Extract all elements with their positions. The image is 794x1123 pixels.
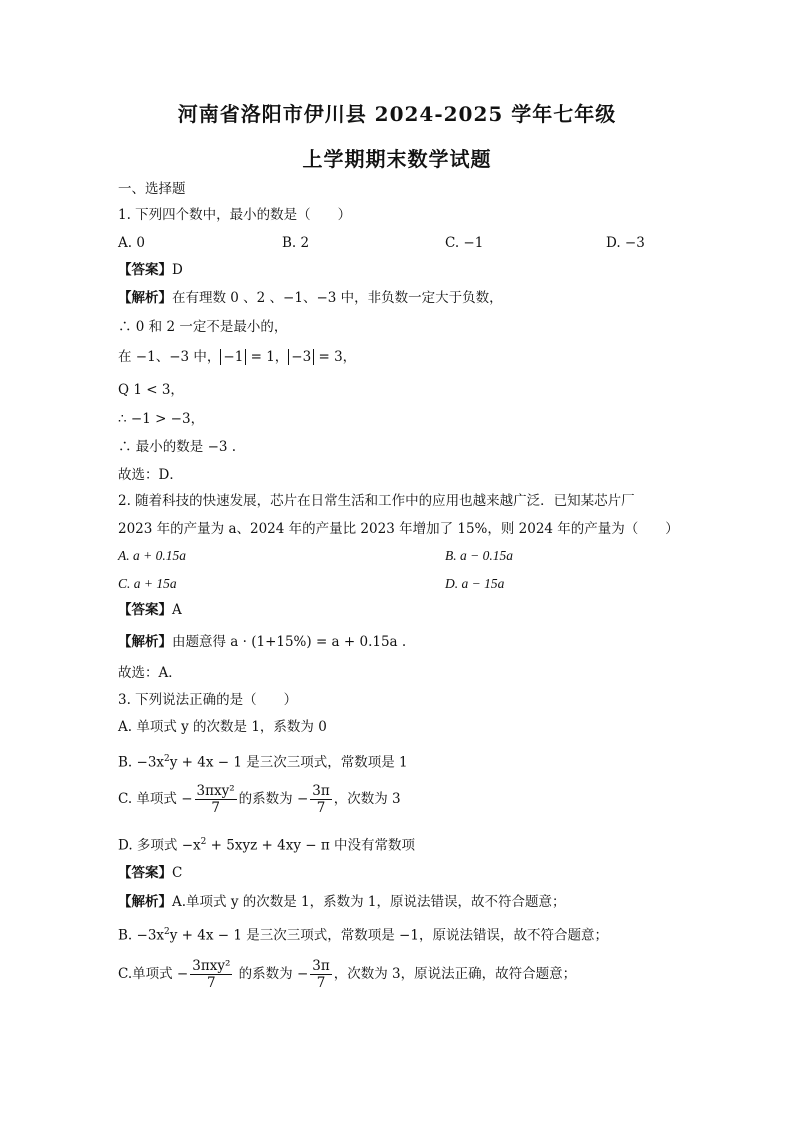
analysis-text: C.单项式 − (118, 966, 189, 982)
q2-option-c: C. a + 15a (118, 576, 177, 591)
analysis-tag: 【解析】 (118, 634, 172, 650)
q2-choose: 故选：A． (118, 665, 182, 681)
analysis-tag: 【解析】 (118, 894, 172, 910)
exponent: 2 (164, 754, 170, 764)
fraction (195, 783, 237, 816)
denominator: 7 (316, 800, 326, 816)
denominator: 7 (211, 800, 220, 816)
q1-answer (118, 261, 183, 279)
denominator: 7 (207, 975, 216, 991)
option-text: B. −3x (118, 754, 165, 771)
q2-analysis (118, 633, 406, 651)
analysis-text: B. −3x (118, 927, 165, 944)
analysis-text: 由题意得 a · (1+15%) = a + 0.15a . (172, 634, 407, 650)
q3-analysis-a (118, 893, 566, 911)
q3-option-d (118, 833, 415, 855)
option-text: D. 多项式 −x (118, 837, 201, 854)
q1-option-a: A. 0 (118, 235, 145, 251)
exponent: 2 (200, 837, 207, 847)
answer-tag: 【答案】 (118, 262, 172, 278)
analysis-tag: 【解析】 (118, 290, 172, 306)
q2-option-a: A. a + 0.15a (118, 548, 186, 563)
q3-analysis-c (118, 958, 576, 991)
q2-option-d: D. a − 15a (445, 576, 505, 591)
q3-stem: 3. 下列说法正确的是（ ） (118, 692, 298, 708)
fraction (190, 958, 232, 991)
answer-value: D (172, 262, 183, 278)
q1-analysis-2: ∴ 0 和 2 一定不是最小的， (118, 319, 288, 335)
q1-analysis-1 (118, 289, 503, 307)
denominator: 7 (316, 975, 326, 991)
answer-value: A (172, 602, 182, 618)
numerator: 3π (312, 958, 330, 974)
analysis-text: y + 4x − 1 是三次三项式，常数项是 −1，原说法错误，故不符合题意； (169, 927, 608, 944)
q2-option-b: B. a − 0.15a (445, 548, 513, 563)
q1-stem: 1. 下列四个数中，最小的数是（ ） (118, 207, 352, 223)
numerator: 3πxy² (196, 783, 235, 799)
analysis-text: 的系数为 − (234, 966, 309, 982)
q3-answer (118, 864, 182, 882)
answer-tag: 【答案】 (118, 865, 172, 881)
analysis-text: 在有理数 0 、2 、−1、−3 中，非负数一定大于负数， (172, 290, 503, 306)
q3-option-c (118, 783, 401, 816)
analysis-text: 在 −1、−3 中， (118, 349, 221, 365)
q1-choose: 故选：D． (118, 467, 183, 483)
option-text: + 5xyz + 4xy − π 中没有常数项 (206, 837, 416, 854)
numerator: 3π (312, 783, 330, 799)
q1-option-c: C. −1 (445, 235, 484, 251)
absolute-value: −1 (220, 349, 246, 365)
q1-analysis-4: Q 1 < 3， (118, 382, 184, 398)
option-text: C. 单项式 − (118, 791, 193, 807)
analysis-text: A.单项式 y 的次数是 1，系数为 1，原说法错误，故不符合题意； (172, 894, 566, 910)
q1-analysis-3 (118, 348, 356, 366)
q1-analysis-5: ∴ −1 > −3， (118, 411, 205, 427)
option-text: 的系数为 − (238, 791, 309, 807)
option-text: y + 4x − 1 是三次三项式，常数项是 1 (169, 754, 408, 771)
exponent: 2 (164, 927, 170, 937)
fraction (310, 958, 331, 991)
q3-analysis-b (118, 923, 608, 945)
q2-answer (118, 601, 182, 619)
analysis-text: = 3， (314, 349, 357, 365)
answer-tag: 【答案】 (118, 602, 172, 618)
section-heading: 一、选择题 (118, 181, 186, 197)
answer-value: C (172, 865, 183, 881)
q1-analysis-6: ∴ 最小的数是 −3 . (118, 439, 237, 455)
absolute-value: −3 (288, 349, 314, 365)
title-line-1: 河南省洛阳市伊川县 2024-2025 学年七年级 (177, 102, 617, 126)
fraction (310, 783, 331, 816)
q1-option-b: B. 2 (282, 235, 310, 251)
q2-stem-2: 2023 年的产量为 a、2024 年的产量比 2023 年增加了 15%，则 2024 年的产量为（ ） (118, 521, 679, 537)
option-text: ，次数为 3 (333, 791, 401, 807)
analysis-text: ，次数为 3，原说法正确，故符合题意； (333, 966, 577, 982)
analysis-text: = 1， (246, 349, 289, 365)
q3-option-a: A. 单项式 y 的次数是 1，系数为 0 (118, 719, 327, 735)
title-line-2: 上学期期末数学试题 (302, 147, 492, 171)
q1-option-d: D. −3 (606, 235, 645, 251)
numerator: 3πxy² (192, 958, 231, 974)
q3-option-b (118, 750, 408, 772)
q2-stem-1: 2. 随着科技的快速发展，芯片在日常生活和工作中的应用也越来越广泛．已知某芯片厂 (118, 493, 635, 509)
